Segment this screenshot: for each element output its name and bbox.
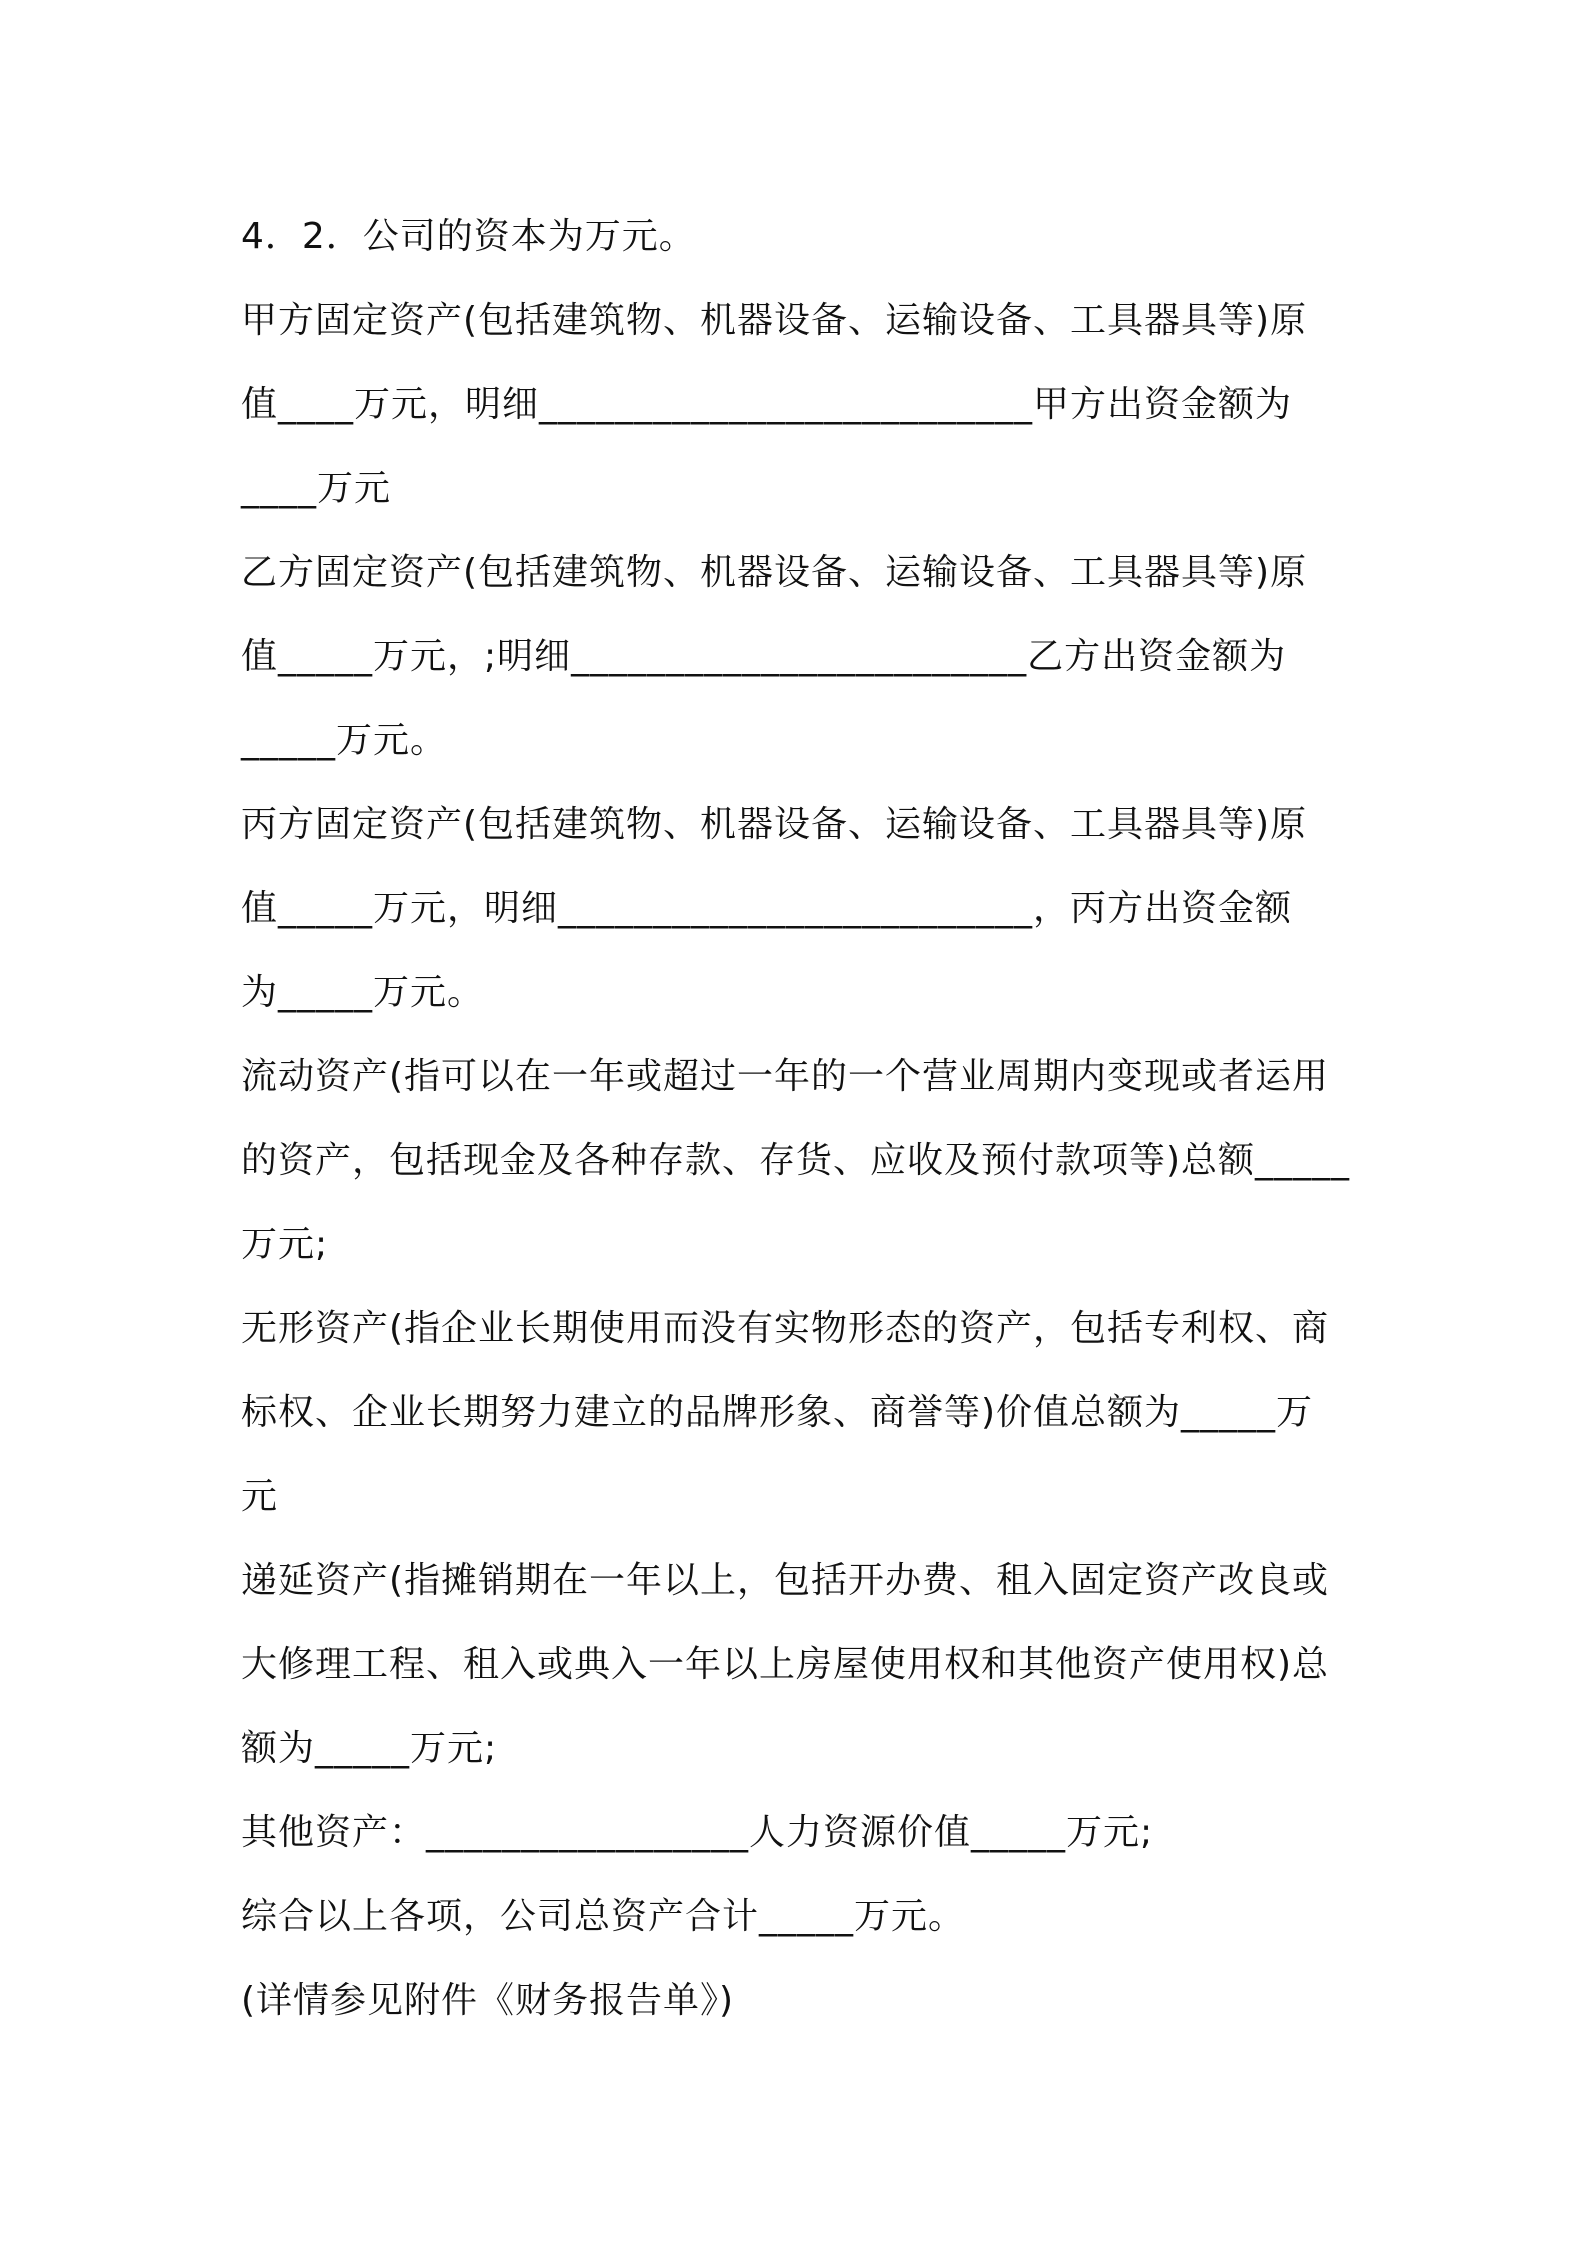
- text-line-party-a-value: 值____万元，明细__________________________甲方出资金额为: [241, 384, 1293, 425]
- text-line-party-b-value: 值_____万元，;明细________________________乙方出资金额为: [241, 636, 1287, 677]
- text-line-deferred-assets: 递延资产(指摊销期在一年以上，包括开办费、租入固定资产改良或: [241, 1560, 1330, 1601]
- text-line-current-assets: 流动资产(指可以在一年或超过一年的一个营业周期内变现或者运用: [241, 1056, 1330, 1097]
- text-line-intangible-assets-detail: 标权、企业长期努力建立的品牌形象、商誉等)价值总额为_____万: [241, 1392, 1314, 1433]
- text-line-party-c-fixed-assets: 丙方固定资产(包括建筑物、机器设备、运输设备、工具器具等)原: [241, 804, 1308, 845]
- text-line-intangible-assets: 无形资产(指企业长期使用而没有实物形态的资产，包括专利权、商: [241, 1308, 1330, 1349]
- text-line-total-assets: 综合以上各项，公司总资产合计_____万元。: [241, 1896, 966, 1937]
- text-line-intangible-assets-unit: 元: [241, 1476, 279, 1517]
- text-line-other-assets: 其他资产：_________________人力资源价值_____万元;: [241, 1812, 1154, 1853]
- text-line-deferred-assets-amount: 额为_____万元;: [241, 1728, 498, 1769]
- text-line-party-b-amount: _____万元。: [241, 720, 448, 761]
- document-body: [241, 195, 1361, 2043]
- text-line-current-assets-unit: 万元;: [241, 1224, 329, 1265]
- text-line-clause-4-2: 4．2．公司的资本为万元。: [241, 216, 696, 257]
- text-line-party-a-fixed-assets: 甲方固定资产(包括建筑物、机器设备、运输设备、工具器具等)原: [241, 300, 1308, 341]
- text-line-party-c-value: 值_____万元，明细_________________________，丙方出资金额: [241, 888, 1293, 929]
- text-line-party-c-amount: 为_____万元。: [241, 972, 485, 1013]
- text-line-party-a-amount: ____万元: [241, 468, 392, 509]
- text-line-current-assets-detail: 的资产，包括现金及各种存款、存货、应收及预付款项等)总额_____: [241, 1140, 1351, 1181]
- text-line-party-b-fixed-assets: 乙方固定资产(包括建筑物、机器设备、运输设备、工具器具等)原: [241, 552, 1308, 593]
- text-line-attachment-note: (详情参见附件《财务报告单》): [241, 1980, 735, 2021]
- text-line-deferred-assets-detail: 大修理工程、租入或典入一年以上房屋使用权和其他资产使用权)总: [241, 1644, 1330, 1685]
